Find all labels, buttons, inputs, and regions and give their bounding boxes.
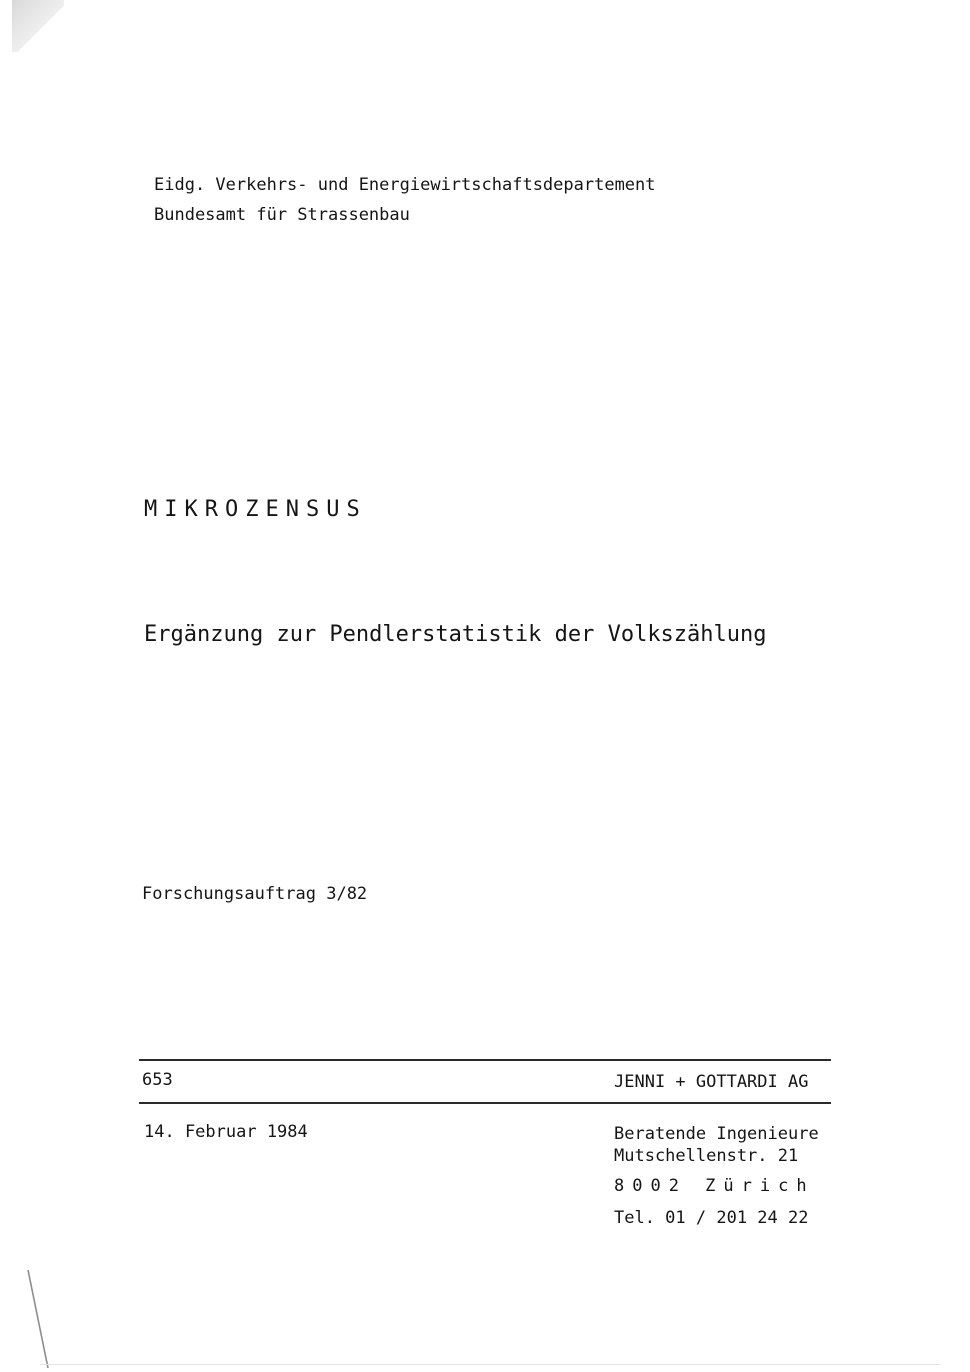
top-divider (139, 1059, 831, 1061)
firm-name: JENNI + GOTTARDI AG (614, 1072, 809, 1092)
bottom-divider (139, 1102, 831, 1104)
scan-corner-fold (12, 0, 64, 52)
office-name: Bundesamt für Strassenbau (154, 205, 410, 225)
scan-edge-mark (20, 1270, 60, 1370)
department-name: Eidg. Verkehrs- und Energiewirtschaftsdepartement (154, 175, 656, 195)
address-line-3: 8002 Zürich (614, 1176, 815, 1196)
address-line-1: Beratende Ingenieure (614, 1124, 819, 1144)
address-line-4: Tel. 01 / 201 24 22 (614, 1208, 809, 1228)
address-line-2: Mutschellenstr. 21 (614, 1146, 799, 1166)
document-title: MIKROZENSUS (144, 497, 367, 522)
document-date: 14. Februar 1984 (144, 1122, 308, 1142)
scan-bottom-edge (40, 1364, 940, 1365)
document-subtitle: Ergänzung zur Pendlerstatistik der Volkszählung (144, 622, 767, 647)
report-number: 653 (142, 1070, 173, 1090)
research-order: Forschungsauftrag 3/82 (142, 884, 368, 904)
